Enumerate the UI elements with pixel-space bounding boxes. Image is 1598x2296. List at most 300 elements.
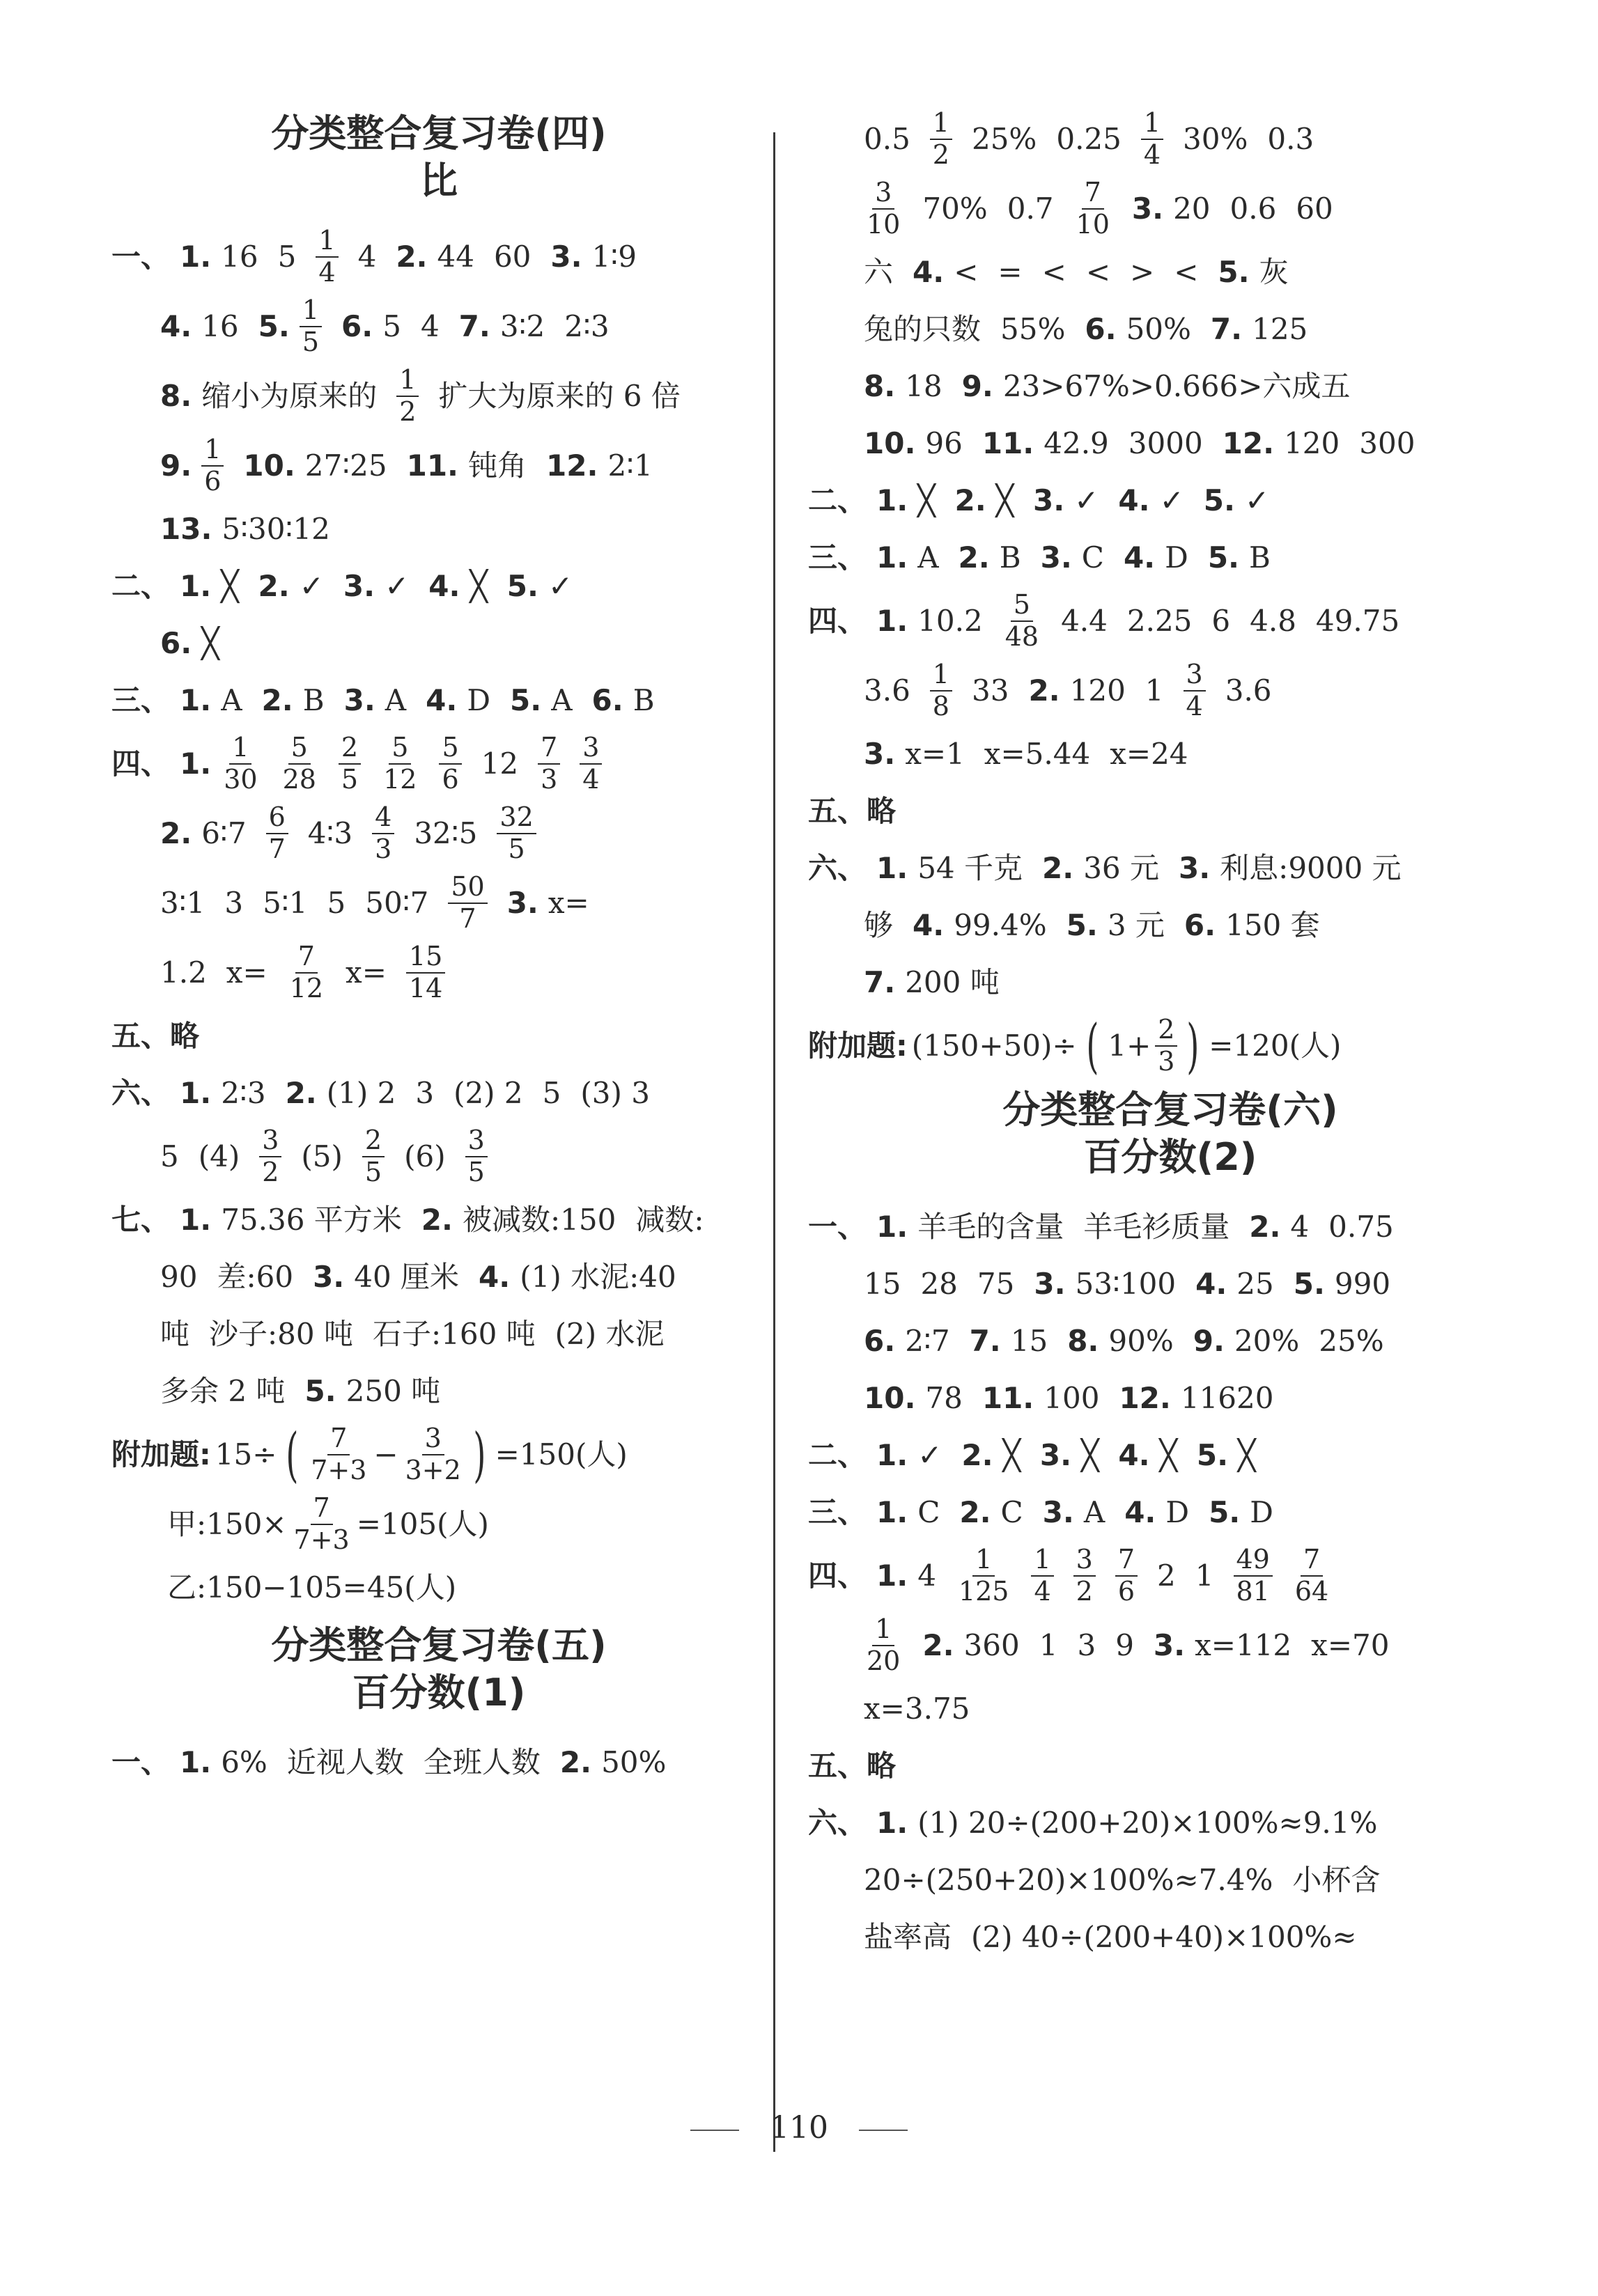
answer-text: 1	[1195, 1559, 1214, 1593]
answer-text: 多余 2 吨	[160, 1374, 286, 1408]
answer-text: B	[1249, 540, 1271, 575]
question-number: 4.	[913, 908, 945, 942]
question-number: 1.	[180, 1076, 212, 1110]
fraction-denominator: 6	[204, 466, 222, 497]
answer-text: ✓	[1074, 483, 1099, 517]
fraction-denominator: 6	[1117, 1576, 1135, 1607]
answer-line	[111, 868, 766, 938]
answer-line	[808, 1541, 1533, 1611]
fraction-denominator: 4	[1034, 1576, 1051, 1607]
answer-text: D	[467, 683, 491, 717]
answer-text: (1) 水泥:40	[520, 1260, 676, 1294]
answer-text: 2∶7	[905, 1324, 950, 1358]
answer-line	[111, 1363, 766, 1420]
question-number: 1.	[180, 1745, 212, 1779]
answer-line	[808, 174, 1533, 244]
answer-text: 60	[1296, 192, 1333, 226]
answer-text: 60	[493, 240, 532, 274]
fraction-denominator: 64	[1294, 1576, 1329, 1607]
section-marker: 二、	[808, 1438, 867, 1472]
answer-text: D	[1165, 1495, 1190, 1529]
fraction-numerator: 1	[930, 661, 952, 692]
answer-text: ╳	[995, 483, 1014, 517]
answer-text: 够	[864, 908, 894, 942]
answer-line	[808, 1484, 1533, 1541]
answer-text: ╳	[1238, 1438, 1256, 1472]
question-number: 2.	[954, 483, 986, 517]
fraction-denominator: 48	[1004, 621, 1039, 652]
fraction	[930, 109, 952, 169]
fraction	[362, 1127, 385, 1187]
answer-text: 0.6	[1229, 192, 1277, 226]
section-title	[111, 1622, 766, 1716]
answer-text: 羊毛衫质量	[1083, 1210, 1230, 1244]
answer-text: (5)	[301, 1139, 343, 1173]
fraction	[406, 943, 445, 1003]
answer-text: 33	[971, 673, 1009, 708]
question-number: 7.	[458, 309, 490, 343]
answer-text: 吨	[160, 1317, 190, 1351]
fraction-denominator: 8	[932, 691, 949, 721]
right-column	[808, 104, 1533, 1966]
section-marker: 附加题:	[808, 1029, 908, 1063]
answer-text: 6%	[221, 1745, 267, 1779]
answer-text: 44	[437, 240, 474, 274]
answer-text: (3) 3	[580, 1076, 650, 1110]
column-divider	[773, 132, 775, 2152]
fraction-denominator: 12	[289, 973, 324, 1003]
answer-line	[808, 897, 1533, 954]
answer-text: 2.25	[1126, 604, 1193, 638]
answer-text: (4)	[198, 1139, 240, 1173]
question-number: 4.	[160, 309, 192, 343]
fraction	[1002, 591, 1041, 651]
fraction	[1184, 661, 1206, 721]
question-number: 6.	[591, 683, 623, 717]
answer-text: D	[1165, 540, 1188, 575]
question-number: 3.	[343, 683, 375, 717]
question-number: 1.	[876, 483, 908, 517]
question-number: 1.	[180, 1203, 212, 1237]
answer-text: 15	[864, 1267, 901, 1301]
answer-text: 近视人数	[286, 1745, 404, 1779]
question-number: 11.	[406, 448, 459, 483]
fraction-numerator: 49	[1234, 1546, 1273, 1577]
page-footer	[0, 2110, 1598, 2146]
answer-line	[111, 222, 766, 292]
answer-text: A	[917, 540, 939, 575]
answer-line	[111, 1008, 766, 1065]
answer-text: 5	[160, 1139, 179, 1173]
answer-text: 1∶9	[591, 240, 637, 274]
fraction-denominator: 10	[1076, 209, 1110, 240]
answer-text: 50%	[601, 1745, 667, 1779]
fraction-numerator: 5	[439, 734, 461, 765]
fraction-numerator: 1	[300, 297, 322, 327]
question-number: 4.	[1123, 540, 1156, 575]
answer-line	[111, 361, 766, 431]
answer-line	[808, 1256, 1533, 1313]
answer-text: 55%	[1000, 312, 1066, 346]
question-number: 11.	[982, 426, 1034, 460]
answer-text: 20÷(250+20)×100%≈7.4%	[864, 1863, 1273, 1897]
fraction	[1234, 1546, 1273, 1606]
answer-line	[808, 1737, 1533, 1795]
answer-text: 90%	[1108, 1324, 1174, 1358]
fraction	[221, 734, 260, 794]
fraction	[380, 734, 419, 794]
fraction	[1115, 1546, 1138, 1606]
fraction-numerator: 5	[389, 734, 411, 765]
answer-text: 16	[201, 309, 239, 343]
answer-text: 30%	[1183, 122, 1248, 156]
answer-text: 0.5	[864, 122, 910, 156]
fraction-numerator: 1	[930, 109, 952, 140]
answer-text: 减数:	[635, 1203, 704, 1237]
fraction-denominator: 12	[383, 764, 417, 795]
question-number: 8.	[160, 379, 192, 413]
answer-line	[808, 358, 1533, 415]
answer-text: 0.25	[1056, 122, 1122, 156]
answer-text: 兔的只数	[864, 312, 982, 346]
fraction-numerator: 7	[295, 943, 318, 974]
section-marker: 五、略	[111, 1019, 200, 1053]
answer-text: =105(人)	[356, 1507, 489, 1541]
answer-line	[808, 529, 1533, 586]
question-number: 7.	[864, 965, 896, 999]
fraction-numerator: 1	[1141, 109, 1163, 140]
answer-text: 2∶3	[221, 1076, 266, 1110]
question-number: 2.	[421, 1203, 453, 1237]
fraction	[403, 1425, 464, 1485]
section-title	[808, 1086, 1533, 1180]
question-number: 4.	[1118, 483, 1150, 517]
answer-line	[111, 1249, 766, 1306]
question-number: 5.	[304, 1374, 336, 1408]
fraction	[930, 661, 952, 721]
question-number: 1.	[876, 1559, 908, 1593]
answer-line	[808, 840, 1533, 897]
fraction	[538, 734, 560, 794]
section-marker: 六、	[111, 1076, 171, 1110]
question-number: 1.	[180, 747, 212, 781]
answer-text: (6)	[404, 1139, 446, 1173]
answer-text: 6	[1211, 604, 1231, 638]
answer-text: 1	[1145, 673, 1164, 708]
answer-text: 钝角	[468, 448, 527, 483]
fraction-numerator: 2	[1155, 1016, 1177, 1047]
fraction	[864, 1616, 903, 1676]
fraction	[1155, 1016, 1177, 1076]
answer-text: x=	[226, 955, 267, 990]
fraction-numerator: 3	[422, 1425, 444, 1455]
fraction	[1073, 1546, 1096, 1606]
answer-text: 0.7	[1007, 192, 1054, 226]
fraction-denominator: 3	[375, 834, 392, 864]
question-number: 4.	[1195, 1267, 1227, 1301]
fraction-denominator: 3	[541, 764, 558, 795]
answer-text: 5	[542, 1076, 561, 1110]
answer-text: 1+	[1108, 1029, 1151, 1063]
answer-text: 20	[1173, 192, 1211, 226]
answer-text: =150(人)	[495, 1437, 628, 1471]
question-number: 5.	[258, 309, 290, 343]
fraction-numerator: 1	[396, 366, 419, 397]
section-title-main: 分类整合复习卷(六)	[1002, 1088, 1338, 1132]
question-number: 2.	[959, 1495, 991, 1529]
fraction-numerator: 3	[465, 1127, 488, 1157]
answer-text: ╳	[917, 483, 936, 517]
answer-text: 53∶100	[1075, 1267, 1177, 1301]
answer-text: 50%	[1126, 312, 1191, 346]
question-number: 5.	[1066, 908, 1098, 942]
question-number: 1.	[180, 240, 212, 274]
answer-text: ✓	[299, 569, 324, 603]
fraction-denominator: 4	[1143, 139, 1161, 170]
answer-text: 11620	[1180, 1381, 1274, 1415]
fraction	[1073, 179, 1112, 239]
answer-text: 利息:9000 元	[1220, 851, 1402, 885]
answer-text: ✓	[1159, 483, 1184, 517]
answer-line	[808, 1795, 1533, 1852]
section-title-main: 分类整合复习卷(四)	[271, 111, 607, 155]
question-number: 4.	[913, 255, 945, 289]
answer-line	[808, 1313, 1533, 1370]
answer-text: <	[954, 255, 979, 289]
answer-text: 差:60	[217, 1260, 294, 1294]
answer-text: 4	[1290, 1210, 1310, 1244]
answer-text: C	[917, 1495, 940, 1529]
section-marker: 四、	[111, 747, 171, 781]
fraction-denominator: 4	[318, 257, 336, 288]
section-marker: 二、	[111, 569, 171, 603]
fraction-denominator: 2	[932, 139, 949, 170]
answer-text: x=112	[1195, 1628, 1292, 1662]
fraction-denominator: 14	[408, 973, 443, 1003]
answer-text: 沙子:80 吨	[209, 1317, 353, 1351]
answer-text: 3∶1	[160, 886, 205, 920]
question-number: 3.	[1042, 1495, 1074, 1529]
answer-text: ╳	[1159, 1438, 1177, 1472]
answer-text: 12	[481, 747, 519, 781]
fraction	[201, 436, 224, 496]
answer-text: 3	[224, 886, 244, 920]
question-number: 5.	[510, 683, 542, 717]
question-number: 5.	[1207, 540, 1239, 575]
question-number: 13.	[160, 512, 212, 546]
answer-text: 3∶2	[499, 309, 545, 343]
answer-text: 25%	[1319, 1324, 1384, 1358]
fraction-numerator: 50	[448, 873, 487, 904]
fraction-numerator: 7	[327, 1425, 350, 1455]
answer-line	[111, 1306, 766, 1363]
answer-text: 5	[382, 309, 401, 343]
answer-line	[111, 292, 766, 361]
question-number: 6.	[1085, 312, 1117, 346]
answer-text: 3	[415, 1076, 435, 1110]
answer-text: (1) 20÷(200+20)×100%≈9.1%	[917, 1806, 1378, 1840]
fraction	[448, 873, 487, 933]
answer-line	[808, 104, 1533, 174]
question-number: 3.	[1040, 540, 1072, 575]
fraction	[580, 734, 602, 794]
answer-text: x=	[346, 955, 387, 990]
fraction-numerator: 5	[288, 734, 311, 765]
answer-text: ╳	[201, 626, 219, 660]
answer-text: 0.75	[1328, 1210, 1394, 1244]
answer-line	[808, 586, 1533, 656]
big-parenthesis: )	[473, 1421, 486, 1489]
fraction	[316, 227, 338, 287]
fraction-denominator: 7+3	[311, 1455, 367, 1485]
answer-line	[808, 1427, 1533, 1484]
question-number: 7.	[1210, 312, 1243, 346]
question-number: 2.	[1249, 1210, 1281, 1244]
answer-line	[111, 558, 766, 615]
fraction-numerator: 7	[1082, 179, 1104, 210]
fraction-numerator: 1	[972, 1546, 995, 1577]
answer-line	[808, 415, 1533, 472]
fraction	[497, 804, 536, 864]
fraction-denominator: 3+2	[405, 1455, 461, 1485]
question-number: 1.	[180, 569, 212, 603]
question-number: 3.	[1032, 483, 1065, 517]
fraction-numerator: 2	[339, 734, 361, 765]
fraction-denominator: 4	[582, 764, 600, 795]
section-title	[111, 110, 766, 204]
answer-text: =	[998, 255, 1023, 289]
section-marker: 三、	[808, 540, 867, 575]
question-number: 4.	[1124, 1495, 1156, 1529]
fraction-denominator: 7	[459, 903, 476, 934]
answer-text: 15	[1010, 1324, 1048, 1358]
answer-text: 3000	[1128, 426, 1203, 460]
section-marker: 七、	[111, 1203, 171, 1237]
fraction-denominator: 3	[1158, 1046, 1175, 1077]
section-marker: 六、	[808, 1806, 867, 1840]
question-number: 9.	[961, 369, 993, 403]
answer-text: 200 吨	[905, 965, 1000, 999]
answer-text: 300	[1359, 426, 1415, 460]
answer-text: 360	[963, 1628, 1020, 1662]
answer-line	[808, 656, 1533, 726]
answer-text: 250 吨	[346, 1374, 441, 1408]
section-marker: 一、	[111, 1745, 171, 1779]
answer-text: 全班人数	[423, 1745, 541, 1779]
answer-line	[111, 1490, 766, 1559]
fraction	[300, 297, 322, 357]
answer-text: 18	[905, 369, 942, 403]
answer-text: 盐率高	[864, 1920, 952, 1954]
answer-text: 49.75	[1315, 604, 1400, 638]
question-number: 9.	[1193, 1324, 1225, 1358]
fraction-denominator: 5	[341, 764, 359, 795]
fraction-denominator: 6	[442, 764, 459, 795]
question-number: 3.	[506, 886, 538, 920]
question-number: 1.	[876, 540, 908, 575]
question-number: 8.	[864, 369, 896, 403]
answer-text: 20%	[1234, 1324, 1300, 1358]
question-number: 2.	[958, 540, 990, 575]
answer-text: 3.6	[864, 673, 910, 708]
answer-text: 扩大为原来的 6 倍	[438, 379, 681, 413]
answer-text: 120	[1069, 673, 1126, 708]
question-number: 2.	[1028, 673, 1060, 708]
answer-text: (2) 2	[453, 1076, 523, 1110]
answer-line	[111, 799, 766, 868]
fraction	[339, 734, 361, 794]
fraction	[864, 179, 903, 239]
section-title-sub: 百分数(2)	[1083, 1134, 1257, 1179]
big-parenthesis: )	[1186, 1012, 1200, 1080]
question-number: 2.	[396, 240, 428, 274]
answer-text: 5∶1	[263, 886, 308, 920]
answer-text: 2	[1157, 1559, 1176, 1593]
answer-text: 75	[977, 1267, 1015, 1301]
question-number: 5.	[1196, 1438, 1229, 1472]
answer-text: A	[1083, 1495, 1106, 1529]
section-marker: 三、	[111, 683, 171, 717]
question-number: 1.	[876, 1806, 908, 1840]
answer-text: 25	[1236, 1267, 1274, 1301]
answer-line	[111, 501, 766, 558]
answer-text: ╳	[1002, 1438, 1021, 1472]
answer-text: 4	[357, 240, 377, 274]
answer-text: 羊毛的含量	[917, 1210, 1064, 1244]
fraction-numerator: 7	[538, 734, 560, 765]
answer-text: 96	[925, 426, 963, 460]
fraction	[439, 734, 461, 794]
fraction-numerator: 5	[1011, 591, 1033, 622]
question-number: 6.	[341, 309, 373, 343]
fraction	[1292, 1546, 1331, 1606]
answer-line	[808, 301, 1533, 358]
answer-text: 石子:160 吨	[372, 1317, 536, 1351]
answer-text: 10.2	[917, 604, 983, 638]
fraction-numerator: 1	[229, 734, 251, 765]
fraction-denominator: 5	[364, 1157, 382, 1187]
section-title-sub: 比	[420, 158, 458, 203]
answer-text: 990	[1334, 1267, 1391, 1301]
answer-text: 23>67%>0.666>六成五	[1002, 369, 1351, 403]
question-number: 2.	[285, 1076, 317, 1110]
answer-text: B	[999, 540, 1021, 575]
answer-line	[111, 431, 766, 501]
answer-text: 150 套	[1225, 908, 1320, 942]
question-number: 2.	[559, 1745, 592, 1779]
fraction-denominator: 81	[1236, 1576, 1270, 1607]
answer-text: ╳	[1081, 1438, 1099, 1472]
question-number: 5.	[1293, 1267, 1325, 1301]
fraction-numerator: 15	[406, 943, 445, 974]
question-number: 5.	[1218, 255, 1250, 289]
fraction-denominator: 5	[467, 1157, 485, 1187]
fraction-denominator: 7+3	[293, 1524, 350, 1555]
fraction	[956, 1546, 1012, 1606]
answer-line	[111, 1420, 766, 1490]
question-number: 4.	[479, 1260, 511, 1294]
fraction-denominator: 125	[958, 1576, 1009, 1607]
answer-text: >	[1130, 255, 1155, 289]
answer-text: 100	[1044, 1381, 1100, 1415]
question-number: 3.	[1153, 1628, 1186, 1662]
answer-text: 70%	[922, 192, 988, 226]
fraction-numerator: 3	[580, 734, 602, 765]
answer-text: 75.36 平方米	[221, 1203, 402, 1237]
answer-text: x=3.75	[864, 1692, 970, 1726]
answer-line	[808, 244, 1533, 301]
footer-dash-right	[859, 2130, 908, 2131]
